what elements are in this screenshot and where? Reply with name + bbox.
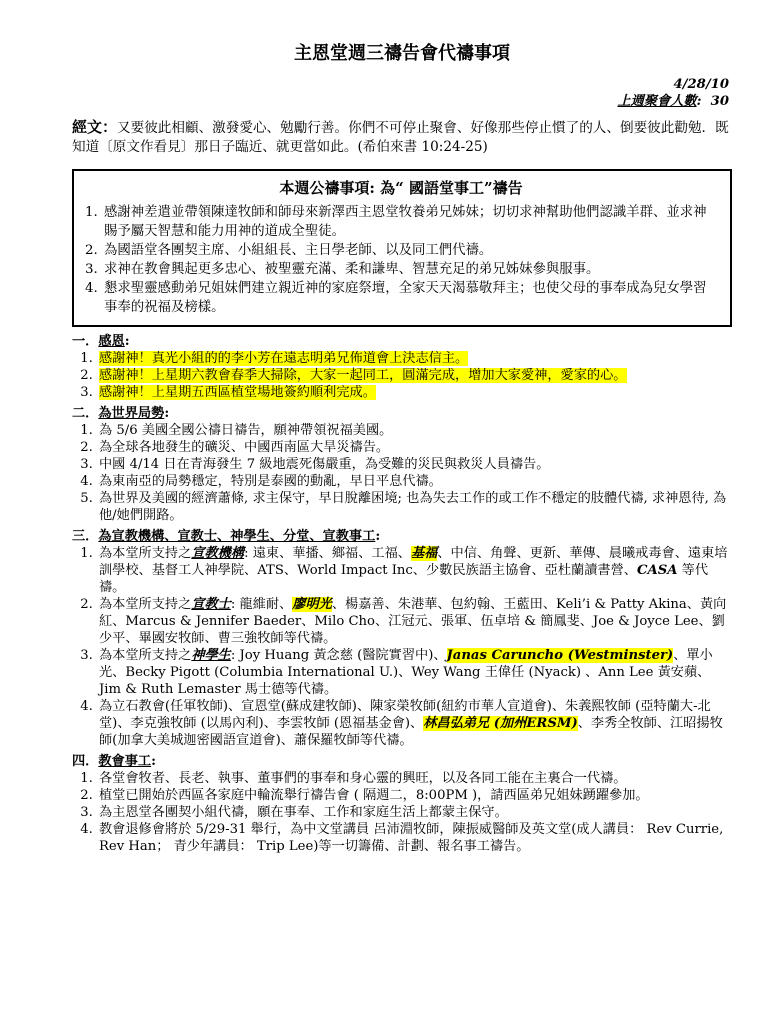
world-list xyxy=(72,422,732,524)
item-text: 、中信、角聲、更新、華傳、晨曦戒毒會、遠東培訓學校、基督工人神學院、ATS、World Impact Inc、少數民族語主協會、亞杜蘭讀書營、 xyxy=(99,546,728,578)
section-colon: : xyxy=(164,406,170,421)
list-item: 1. 為 5/6 美國全國公禱日禱告，願神帶領祝福美國。 xyxy=(97,422,732,439)
list-item: 1. 各堂會牧者、長老、執事、董事們的事奉和身心靈的興旺，以及各同工能在主裏合一代禱。 xyxy=(97,770,732,787)
item-colon: : xyxy=(230,648,236,663)
section-title: 為宣教機構、宣教士、神學生、分堂、宣教事工 xyxy=(98,529,376,544)
section-title: 教會事工 xyxy=(98,754,152,769)
list-item: 4. 教會退修會將於 5/29-31 舉行，為中文堂講員 呂沛淵牧師，陳振威醫師及英文堂(成人講員： Rev Currie, Rev Han； 青少年講員： Trip Lee)等一切籌備、計劃、報名事工禱告。 xyxy=(97,821,732,855)
section-colon: : xyxy=(151,754,156,769)
list-item xyxy=(97,647,732,698)
page-title: 主恩堂週三禱告會代禱事項 xyxy=(294,43,510,64)
scripture-verse xyxy=(72,118,732,157)
list-item: 4. 懇求聖靈感動弟兄姐妹們建立親近神的家庭祭壇，全家天天渴慕敬拜主；也使父母的事奉成為兒女學習事奉的祝福及榜樣。 xyxy=(102,279,718,317)
section-title: 為世界局勢 xyxy=(98,406,165,421)
box-list xyxy=(84,203,718,317)
section-heading-thanks xyxy=(72,333,732,350)
weekly-prayer-box xyxy=(72,169,732,327)
section-colon: : xyxy=(124,334,130,349)
item-text: 為立石教會(任軍牧師)、宣恩堂(蘇成建牧師)、陳家榮牧師(紐約市華人宣道會)、朱義熙牧師 (亞特蘭大-北堂)、李克強牧師 (以馬內利)、李雲牧師 (恩福基金會)、 xyxy=(99,699,711,731)
list-item xyxy=(97,596,732,647)
list-item xyxy=(97,698,732,749)
list-item: 1. 感謝神差遣並帶領陳達牧師和師母來新澤西主恩堂牧養弟兄姊妹；切切求神幫助他們認識羊群、並求神賜予屬天智慧和能力用神的道成全聖徒。 xyxy=(102,203,718,241)
highlight-text: Janas Caruncho (Westminster) xyxy=(446,648,674,663)
section-heading-world xyxy=(72,405,732,422)
church-list xyxy=(72,770,732,855)
list-item xyxy=(97,545,732,596)
item-text: 遠東、華播、鄉福、工福、 xyxy=(248,546,411,561)
highlight-text: 林昌弘弟兄 (加州ERSM) xyxy=(423,716,578,731)
section-heading-church xyxy=(72,753,732,770)
highlight-text: 感謝神！上星期六教會春季大掃除，大家一起同工，圓滿完成，增加大家愛神，愛家的心。 xyxy=(99,368,627,383)
highlight-text: 廖明光 xyxy=(292,597,332,612)
list-item: 3. 為主恩堂各團契小組代禱，願在事奉、工作和家庭生活上都蒙主保守。 xyxy=(97,804,732,821)
item-text: 為本堂所支持之 xyxy=(99,648,192,663)
item-text: Joy Huang 黃念慈 (醫院實習中)、 xyxy=(235,648,447,663)
item-text: 、李秀全牧師、江昭揚牧師(加拿大美城迦密國語宣道會)、蕭保羅牧師等代禱。 xyxy=(99,716,723,748)
item-text: 等代禱。 xyxy=(99,563,709,595)
verse-label: 經文： xyxy=(72,118,118,136)
section-number: 二． xyxy=(72,406,99,421)
list-item: 2. 植堂已開始於西區各家庭中輪流舉行禱告會 ( 隔週二，8:00PM )，請西區弟兄姐妹踴躍參加。 xyxy=(97,787,732,804)
item-keyword: 神學生 xyxy=(191,648,231,663)
list-item xyxy=(97,384,732,401)
highlight-text: 感謝神！真光小組的的李小芳在遠志明弟兄佈道會上決志信主。 xyxy=(99,351,469,366)
bulletin-date: 4/28/10 xyxy=(673,77,729,92)
attendance-line xyxy=(72,93,729,110)
list-item: 2. 為國語堂各團契主席、小組組長、主日學老師、以及同工們代禱。 xyxy=(102,241,718,260)
attendance-value: 30 xyxy=(710,94,729,109)
item-keyword: 宣教機構 xyxy=(191,546,245,561)
section-number: 一． xyxy=(72,334,99,349)
list-item: 4. 為東南亞的局勢穩定，特別是泰國的動亂，早日平息代禱。 xyxy=(97,473,732,490)
highlight-text: 基福 xyxy=(410,546,438,561)
thanks-list xyxy=(72,350,732,401)
bulletin-page xyxy=(72,42,732,855)
item-colon: : xyxy=(230,597,236,612)
list-item: 3. 求神在教會興起更多忠心、被聖靈充滿、柔和謙卑、智慧充足的弟兄姊妹參與服事。 xyxy=(102,260,718,279)
item-text: 為本堂所支持之 xyxy=(99,597,192,612)
list-item xyxy=(97,350,732,367)
list-item: 3. 中國 4/14 日在青海發生 7 級地震死傷嚴重，為受難的災民與救災人員禱告。 xyxy=(97,456,732,473)
section-heading-missions xyxy=(72,528,732,545)
item-text: 為本堂所支持之 xyxy=(99,546,192,561)
list-item: 5. 為世界及美國的經濟蕭條, 求主保守，早日脫離困境; 也為失去工作的或工作不穩定的肢體代禱, 求神恩待, 為他/她們開路。 xyxy=(97,490,732,524)
box-title: 本週公禱事項: 為“ 國語堂事工”禱告 xyxy=(279,179,523,197)
section-number: 四． xyxy=(72,754,99,769)
verse-text: 又要彼此相顧、激發愛心、勉勵行善。你們不可停止聚會、好像那些停止慣了的人、倒要彼此勸勉．既知道〔原文作看見〕那日子臨近、就更當如此。(希伯來書 10:24-25) xyxy=(72,120,729,155)
section-colon: : xyxy=(375,529,381,544)
item-keyword: 宣教士 xyxy=(191,597,231,612)
highlight-text: 感謝神！上星期五西區植堂場地簽約順利完成。 xyxy=(99,385,376,400)
missions-list xyxy=(72,545,732,749)
item-colon: : xyxy=(244,546,249,561)
attendance-separator: : xyxy=(696,94,702,109)
section-number: 三． xyxy=(72,529,99,544)
item-keyword: CASA xyxy=(637,563,678,578)
list-item: 2. 為全球各地發生的礦災、中國西南區大旱災禱告。 xyxy=(97,439,732,456)
list-item xyxy=(97,367,732,384)
attendance-label: 上週聚會人數 xyxy=(617,94,697,109)
item-text: 、楊嘉善、朱港華、包約翰、王藍田、Keli’i & Patty Akina、黃向紅、Marcus & Jennifer Baeder、Milo Cho、江冠元、張軍、伍卓培 & 簡鳳斐、Joe & Joyce Lee、劉少平、畢國安牧師、曹三強牧師等代禱。 xyxy=(99,597,727,646)
item-text: 龍維耐、 xyxy=(235,597,293,612)
item-text: 、單小光、Becky Pigott (Columbia International U.)、Wey Wang 王偉任 (Nyack) 、Ann Lee 黃安蘋、Jim & Ruth Lemaster 馬士德等代禱。 xyxy=(99,648,713,697)
section-title: 感恩 xyxy=(98,334,125,349)
